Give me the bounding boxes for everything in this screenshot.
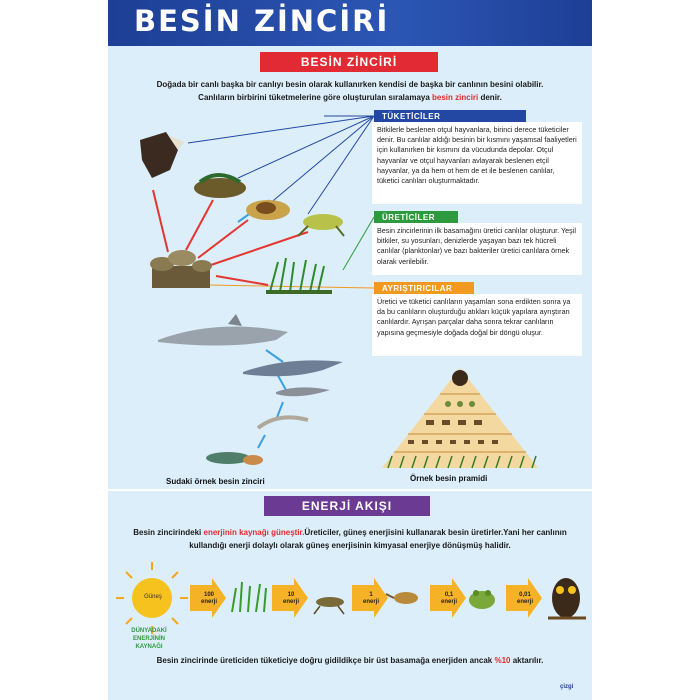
energy-step-5-value: 0,01 (519, 592, 531, 598)
grasshopper-icon (314, 597, 344, 614)
section-heading-energy: ENERJİ AKIŞI (264, 496, 430, 516)
page-title: BESİN ZİNCİRİ (134, 4, 390, 38)
energy-step-1-value: 100 (203, 592, 214, 598)
intro-line-1: Doğada bir canlı başka bir canlıyı besin olarak kullanırken kendisi de başka bir canlının besini olabilir. (156, 80, 544, 89)
pyramid-caption: Örnek besin pramidi (410, 474, 488, 483)
intro-line-2-post: denir. (478, 93, 502, 102)
sun-caption: DÜNYADAKİ ENERJİNİN KAYNAĞI (131, 628, 167, 650)
energy-intro-pre: Besin zincirindeki (133, 528, 204, 537)
energy-step-5 (508, 584, 552, 614)
intro-highlight: besin zinciri (432, 93, 479, 102)
publisher-logo: çizgi (560, 684, 574, 690)
energy-footnote (122, 656, 578, 665)
decomposers-description: Üretici ve tüketici canlıların yaşamları sona erdikten sonra ya da bu canlıların oluşturduğu atıkları küçük yapılara ayrıştıran canlılardır. Ayrışan parçalar daha sonra tekrar canlıların yapısına geçmesiyle doğada doğal bir döngü oluşur. (372, 294, 582, 356)
consumers-description: Bitkilerle beslenen otçul hayvanlara, birinci derece tüketiciler denir. Bu canlılar aldığı besinin bir kısmını yaşamsal faaliyetleri için kullanırken bir kısmını da vücudunda depolar. Otçul hayvanlar ve otçul hayvanları avlayarak beslenen etçil hayvanlar, ya da hem ot hem de et ile beslenen canlılar, tüketici canlıları oluşturmaktadır. (372, 122, 582, 204)
section-heading-food-chain: BESİN ZİNCİRİ (260, 52, 438, 72)
energy-step-2 (274, 584, 318, 614)
energy-step-5-unit: enerji (516, 599, 533, 605)
energy-step-4-unit: enerji (440, 599, 457, 605)
energy-step-1 (192, 584, 236, 614)
energy-intro-post: Üreticiler, güneş enerjisini kullanarak besin üretirler.Yani her canlının kullandığı enerji dolaylı olarak güneş enerjisinin kimyasal enerjiye dönüşmüş halidir. (189, 528, 567, 550)
energy-foot-pre: Besin zincirinde üreticiden tüketiciye doğru gidildikçe bir üst basamağa enerjiden ancak (156, 656, 495, 665)
energy-step-2-value: 10 (287, 592, 295, 598)
energy-intro-highlight: enerjinin kaynağı güneştir. (203, 528, 305, 537)
energy-step-4 (432, 584, 476, 614)
intro-line-2-pre: Canlıların birbirini tüketmelerine göre oluşturulan sıralamaya (198, 93, 433, 102)
energy-step-4-value: 0,1 (444, 592, 454, 598)
producers-description: Besin zincirlerinin ilk basamağını üretici canlılar oluşturur. Yeşil bitkiler, su yosunları, denizlerde yaşayan bazı tek hücreli canlılar (planktonlar) ve bazı bakteriler üretici canlılara örnek olarak verilebilir. (372, 223, 582, 275)
producers-label: ÜRETİCİLER (374, 211, 458, 224)
water-chain-caption: Sudaki örnek besin zinciri (166, 477, 265, 486)
poster (108, 0, 592, 700)
energy-step-1-unit: enerji (200, 599, 217, 605)
sun-text: Güneş (144, 594, 162, 600)
energy-foot-highlight: %10 (494, 656, 511, 665)
energy-intro-text (122, 526, 578, 552)
energy-step-3-unit: enerji (362, 599, 379, 605)
decomposers-label: AYRIŞTIRICILAR (374, 282, 474, 295)
grass-icon (232, 582, 266, 612)
energy-foot-post: aktarılır. (510, 656, 544, 665)
energy-step-3-value: 1 (369, 592, 373, 598)
owl-icon (548, 578, 586, 618)
consumers-label: TÜKETİCİLER (374, 110, 526, 123)
energy-step-2-unit: enerji (282, 599, 299, 605)
energy-step-3 (354, 584, 398, 614)
